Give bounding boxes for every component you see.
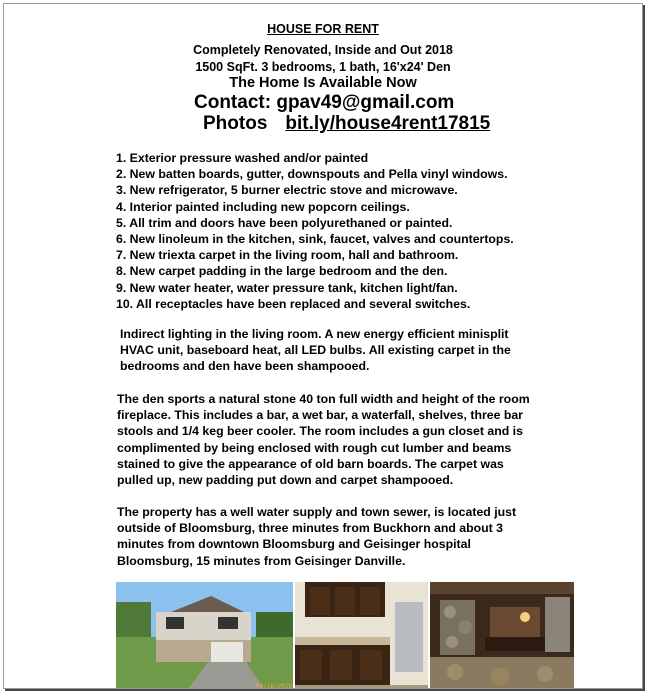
list-item: 7. New triexta carpet in the living room, hall and bathroom. (116, 248, 459, 263)
photos-link[interactable]: bit.ly/house4rent17815 (285, 113, 491, 134)
photos-label: Photos (203, 113, 268, 134)
exterior-photo (116, 582, 293, 689)
list-item: 1. Exterior pressure washed and/or painted (116, 151, 369, 165)
list-item: 2. New batten boards, gutter, downspouts and Pella vinyl windows. (116, 167, 508, 182)
kitchen-photo (295, 582, 428, 689)
list-item: 8. New carpet padding in the large bedroom and the den. (116, 264, 448, 279)
contact-email-link[interactable]: gpav49@gmail.com (276, 92, 455, 113)
subtitle-renovated: Completely Renovated, Inside and Out 2018 (193, 43, 453, 57)
list-item: 5. All trim and doors have been polyurethaned or painted. (116, 215, 453, 230)
photos-line (203, 113, 490, 135)
photo-date-stamp: 04/16/2018 (256, 683, 293, 689)
lighting-paragraph: Indirect lighting in the living room. A new energy efficient minisplit HVAC unit, baseboard heat, all LED bulbs. All existing carpet in the bedrooms and den have been shampooed. (120, 327, 511, 374)
list-item: 3. New refrigerator, 5 burner electric stove and microwave. (116, 183, 458, 198)
feature-list (116, 150, 514, 312)
contact-line (194, 92, 454, 114)
flyer-title: HOUSE FOR RENT (267, 22, 379, 36)
den-paragraph: The den sports a natural stone 40 ton full width and height of the room fireplace. This includes a bar, a wet bar, a waterfall, shelves, three bar stools and 1/4 keg beer cooler. The room includes a gun closet and is complimented by being enclosed with rough cut lumber and beams stained to give the appearance of old barn boards. The carpet was pulled up, new padding put down and carpet shampooed. (117, 392, 530, 488)
list-item: 10. All receptacles have been replaced and several switches. (116, 296, 471, 311)
flyer-page (3, 3, 643, 689)
subtitle-specs: 1500 SqFt. 3 bedrooms, 1 bath, 16'x24' Den (195, 60, 451, 74)
den-photo (430, 582, 574, 689)
list-item: 9. New water heater, water pressure tank, kitchen light/fan. (116, 280, 458, 295)
list-item: 4. Interior painted including new popcorn ceilings. (116, 199, 410, 214)
property-paragraph: The property has a well water supply and town sewer, is located just outside of Bloomsburg, three minutes from Buckhorn and about 3 minutes from downtown Bloomsburg and Geisinger hospital Bloomsburg, 15 minutes from Geisinger Danville. (117, 505, 517, 568)
contact-label: Contact: (194, 92, 272, 113)
list-item: 6. New linoleum in the kitchen, sink, faucet, valves and countertops. (116, 232, 514, 247)
availability-notice: The Home Is Available Now (229, 75, 417, 91)
